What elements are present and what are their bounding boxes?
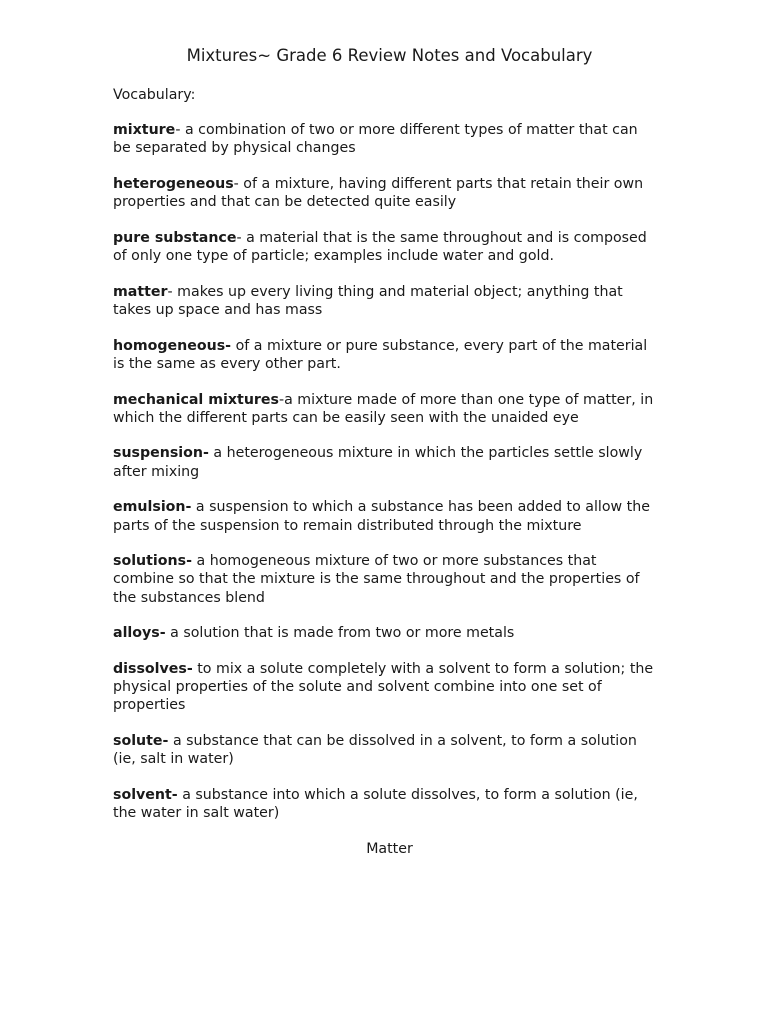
vocab-entry: [113, 391, 658, 427]
vocab-definition: - makes up every living thing and material object; anything that takes up space and has mass: [113, 283, 623, 318]
vocab-term: heterogeneous: [113, 175, 234, 192]
section-label-vocabulary: Vocabulary:: [113, 87, 196, 103]
vocab-term: pure substance: [113, 229, 237, 246]
vocab-entry: [113, 283, 658, 319]
vocab-definition: a suspension to which a substance has been added to allow the parts of the suspension to remain distributed through the mixture: [113, 499, 650, 534]
vocab-definition: -a mixture made of more than one type of matter, in which the different parts can be easily seen with the unaided eye: [113, 391, 654, 426]
vocab-term: solute-: [113, 733, 169, 750]
vocab-entry: [113, 552, 658, 607]
vocab-definition: to mix a solute completely with a solvent to form a solution; the physical properties of the solute and solvent combine into one set of properties: [113, 661, 654, 714]
vocab-definition: of a mixture or pure substance, every part of the material is the same as every other part.: [113, 337, 648, 372]
vocab-term: solvent-: [113, 787, 178, 804]
vocab-definition: a solution that is made from two or more metals: [165, 625, 515, 642]
vocab-entry: [113, 229, 658, 265]
vocab-entry: [113, 498, 658, 534]
vocab-term: dissolves-: [113, 661, 193, 678]
vocab-definition: a substance that can be dissolved in a solvent, to form a solution (ie, salt in water): [113, 733, 637, 768]
vocab-term: matter: [113, 283, 168, 300]
vocab-definition: a substance into which a solute dissolves, to form a solution (ie, the water in salt water): [113, 787, 638, 822]
vocab-definition: - a material that is the same throughout and is composed of only one type of particle; examples include water and gold.: [113, 229, 647, 265]
vocab-entry: [113, 175, 658, 211]
vocab-entry: [113, 444, 658, 480]
page-title: Mixtures~ Grade 6 Review Notes and Vocabulary: [186, 46, 593, 65]
section-label-matter: Matter: [366, 840, 413, 857]
vocab-term: mixture: [113, 122, 176, 138]
vocab-entry: [113, 624, 658, 642]
vocab-entry: [113, 121, 658, 157]
vocab-term: mechanical mixtures: [113, 391, 279, 408]
vocab-term: homogeneous-: [113, 337, 232, 354]
vocab-entry: [113, 786, 658, 822]
vocab-definition: a heterogeneous mixture in which the particles settle slowly after mixing: [113, 445, 643, 480]
vocab-definition: - a combination of two or more different types of matter that can be separated by physical changes: [113, 122, 638, 157]
vocab-term: suspension-: [113, 445, 209, 462]
vocab-entry: [113, 732, 658, 768]
vocab-entry: [113, 337, 658, 373]
vocab-term: emulsion-: [113, 499, 192, 516]
vocab-definition: - of a mixture, having different parts that retain their own properties and that can be detected quite easily: [113, 175, 644, 211]
vocab-entry: [113, 660, 658, 715]
vocab-definition: a homogeneous mixture of two or more substances that combine so that the mixture is the same throughout and the properties of the substances blend: [113, 553, 640, 606]
vocab-term: solutions-: [113, 553, 192, 570]
vocabulary-list: [113, 121, 658, 822]
vocab-term: alloys-: [113, 625, 166, 642]
